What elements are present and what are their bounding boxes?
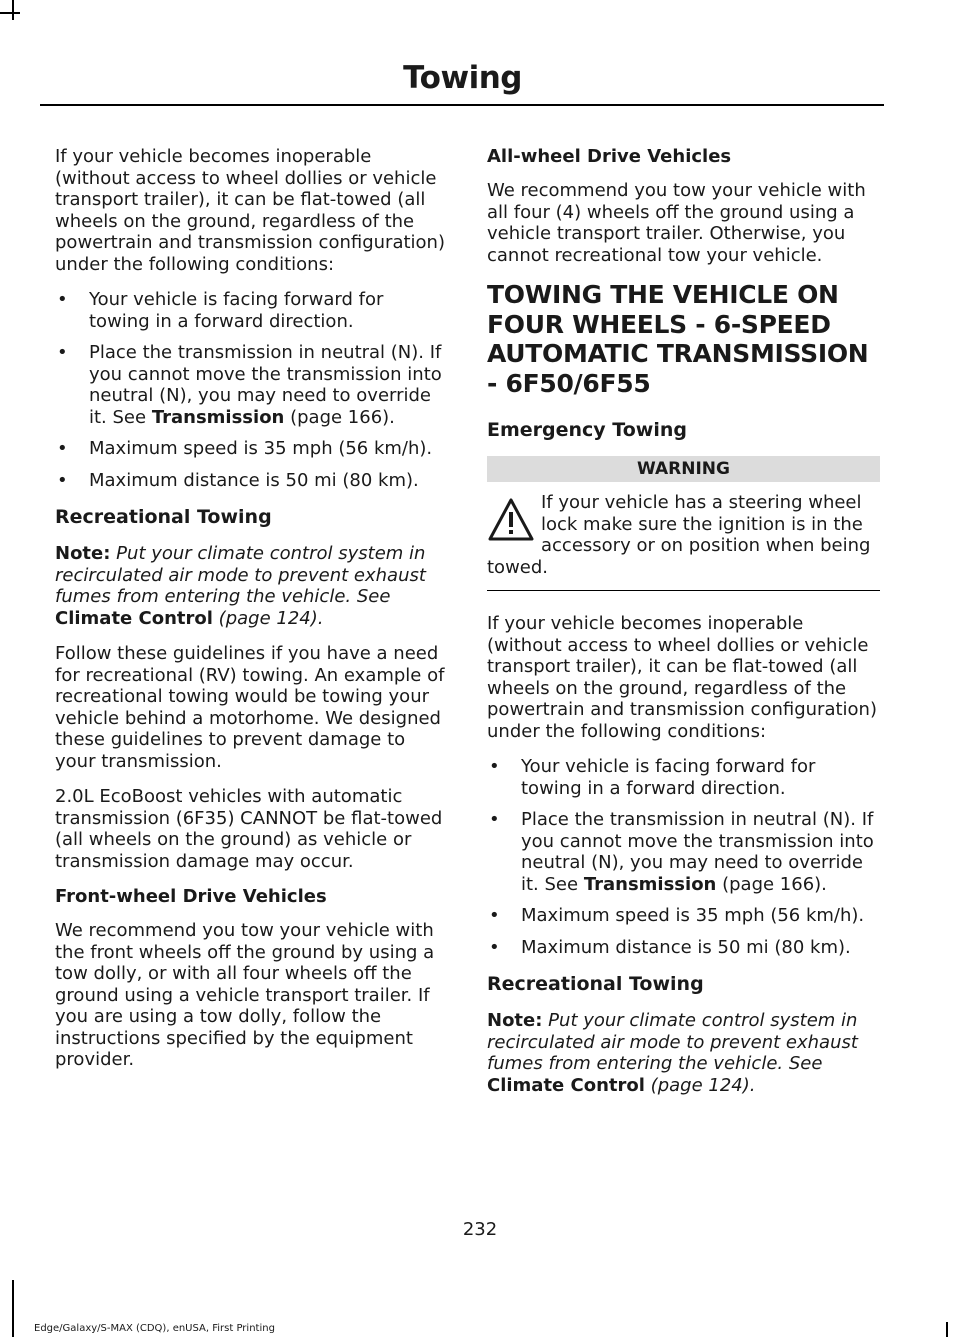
list-item-text: Place the transmission in neutral (N). If you cannot move the transmission into neutral (N), you may need to override it. See: [89, 342, 442, 428]
page-ref: (page 166).: [716, 873, 827, 895]
crop-mark-bottom-right-v: [946, 1322, 948, 1337]
warning-triangle-icon: [487, 496, 535, 544]
list-item: [55, 470, 447, 492]
note-paragraph: [55, 543, 447, 629]
bullet-icon: •: [57, 438, 68, 459]
page-ref: (page 166).: [284, 406, 395, 428]
list-item-text: Maximum speed is 35 mph (56 km/h).: [89, 438, 433, 459]
list-item: [487, 809, 880, 895]
list-item-text: Your vehicle is facing forward for towing in a forward direction.: [89, 289, 384, 332]
list-item-text: Your vehicle is facing forward for towing in a forward direction.: [521, 756, 816, 799]
note-text: Put your climate control system in recirculated air mode to prevent exhaust fumes from entering the vehicle. See: [487, 1010, 858, 1074]
climate-control-link[interactable]: Climate Control: [55, 607, 213, 629]
guidelines-paragraph: Follow these guidelines if you have a need for recreational (RV) towing. An example of recreational towing would be towing your vehicle behind a motorhome. We designed these guidelines to prevent damage to your transmission.: [55, 643, 445, 772]
awd-paragraph: We recommend you tow your vehicle with all four (4) wheels off the ground using a vehicle transport trailer. Otherwise, you cannot recreational tow your vehicle.: [487, 180, 866, 266]
list-item-text: Maximum distance is 50 mi (80 km).: [521, 936, 851, 958]
crop-mark-top-left-h: [0, 12, 20, 14]
page-number: 232: [462, 1219, 498, 1240]
note-label: Note:: [487, 1010, 543, 1031]
transmission-link[interactable]: Transmission: [583, 873, 717, 895]
list-item: [487, 937, 880, 959]
bullet-icon: •: [57, 289, 68, 310]
crop-mark-bottom-left-v: [12, 1280, 14, 1337]
page-ref: (page 124).: [212, 607, 324, 629]
conditions-list: [487, 756, 880, 958]
bullet-icon: •: [57, 469, 68, 491]
climate-control-link[interactable]: Climate Control: [487, 1074, 645, 1096]
header-rule: [40, 104, 884, 106]
page-title: Towing: [403, 60, 522, 96]
transmission-link[interactable]: Transmission: [151, 406, 285, 428]
crop-mark-top-left-v: [12, 0, 14, 20]
bullet-icon: •: [57, 342, 68, 363]
left-column: [55, 146, 447, 1085]
awd-heading: All-wheel Drive Vehicles: [487, 146, 732, 167]
right-column: [487, 146, 880, 1110]
note-text: Put your climate control system in recirculated air mode to prevent exhaust fumes from entering the vehicle. See: [55, 543, 426, 607]
warning-text: If your vehicle has a steering wheel lock make sure the ignition is in the accessory or on position when being towed.: [487, 492, 871, 578]
conditions-list: [55, 289, 447, 491]
bullet-icon: •: [489, 936, 500, 958]
note-paragraph: [487, 1010, 880, 1096]
list-item: [55, 289, 447, 332]
page-ref: (page 124).: [644, 1074, 756, 1096]
list-item: [55, 438, 447, 460]
fwd-paragraph: We recommend you tow your vehicle with the front wheels off the ground by using a tow dolly, or with all four wheels off the ground using a vehicle transport trailer. If you are using a tow dolly, follow the instructions specified by the equipment provider.: [55, 920, 435, 1070]
intro-paragraph: If your vehicle becomes inoperable (without access to wheel dollies or vehicle transport trailer), it can be flat-towed (all wheels on the ground, regardless of the powertrain and transmission configuration) under the following conditions:: [55, 146, 445, 275]
section-heading: TOWING THE VEHICLE ON FOUR WHEELS - 6-SPEED AUTOMATIC TRANSMISSION - 6F50/6F55: [487, 280, 869, 398]
fwd-heading: Front-wheel Drive Vehicles: [55, 886, 327, 907]
recreational-towing-heading: Recreational Towing: [487, 973, 704, 995]
bullet-icon: •: [489, 905, 500, 926]
warning-label: WARNING: [487, 456, 880, 482]
emergency-towing-heading: Emergency Towing: [487, 419, 687, 441]
list-item-text: Maximum speed is 35 mph (56 km/h).: [521, 905, 865, 926]
warning-box: [487, 492, 880, 591]
recreational-towing-heading: Recreational Towing: [55, 506, 272, 528]
bullet-icon: •: [489, 809, 500, 830]
ecoboost-paragraph: 2.0L EcoBoost vehicles with automatic transmission (6F35) CANNOT be flat-towed (all wheels on the ground) as vehicle or transmission damage may occur.: [55, 786, 443, 872]
footer-text: Edge/Galaxy/S-MAX (CDQ), enUSA, First Printing: [34, 1323, 275, 1334]
list-item: [55, 342, 447, 428]
intro-paragraph: If your vehicle becomes inoperable (without access to wheel dollies or vehicle transport trailer), it can be flat-towed (all wheels on the ground, regardless of the powertrain and transmission configuration) under the following conditions:: [487, 613, 877, 742]
list-item-text: Place the transmission in neutral (N). If you cannot move the transmission into neutral (N), you may need to override it. See: [521, 809, 874, 895]
list-item-text: Maximum distance is 50 mi (80 km).: [89, 469, 419, 491]
note-label: Note:: [55, 543, 111, 564]
bullet-icon: •: [489, 756, 500, 777]
list-item: [487, 905, 880, 927]
list-item: [487, 756, 880, 799]
